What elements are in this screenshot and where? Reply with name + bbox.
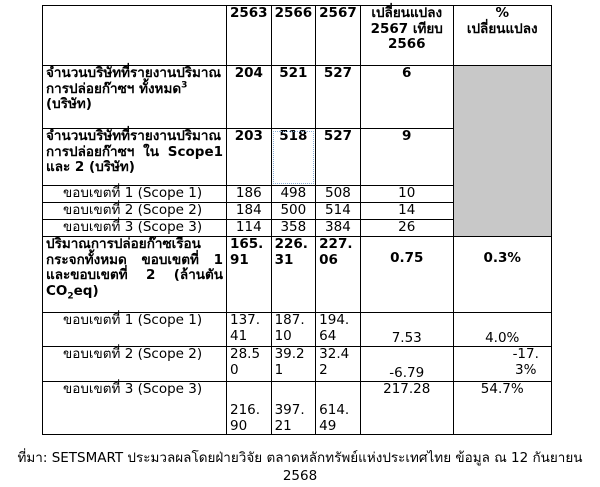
header-pct-symbol: % — [495, 5, 509, 21]
header-pct — [453, 6, 551, 66]
footnote-marker: 3 — [181, 80, 188, 90]
row-label: ขอบเขตที่ 3 (Scope 3) — [43, 382, 227, 435]
cell-2563: 28.50 — [227, 347, 272, 382]
row-label-text: จำนวนบริษัทที่รายงานปริมาณการปล่อยก๊าซฯ ทั้งหมด — [46, 65, 222, 97]
ghg-table — [42, 5, 552, 435]
row-label-text: ปริมาณการปล่อยก๊าซเรือนกระจกทั้งหมด ขอบเขตที่ 1 และขอบเขตที่ 2 (ล้านตัน CO — [46, 236, 223, 299]
cell-2566: 226.31 — [271, 237, 316, 313]
cell-change: 0.75 — [360, 237, 453, 313]
row-label: ขอบเขตที่ 2 (Scope 2) — [43, 347, 227, 382]
header-2566: 2566 — [271, 6, 316, 66]
cell-2563: 216.90 — [227, 382, 272, 435]
cell-2563: 204 — [227, 66, 272, 129]
cell-2563: 114 — [227, 220, 272, 237]
cell-2566: 39.21 — [271, 347, 316, 382]
header-pct-label: เปลี่ยนแปลง — [466, 20, 538, 37]
cell-2567: 508 — [316, 186, 361, 203]
cell-2566: 521 — [271, 66, 316, 129]
cell-2563: 184 — [227, 203, 272, 220]
row-label-unit: (บริษัท) — [46, 96, 92, 112]
cell-2563: 186 — [227, 186, 272, 203]
cell-pct-gray — [453, 66, 551, 237]
cell-change: 217.28 — [360, 382, 453, 435]
header-2563: 2563 — [227, 6, 272, 66]
cell-2566: 358 — [271, 220, 316, 237]
cell-2567: 194.64 — [316, 313, 361, 347]
row-label: ขอบเขตที่ 1 (Scope 1) — [43, 186, 227, 203]
cell-2563: 203 — [227, 129, 272, 186]
cell-change: 7.53 — [360, 313, 453, 347]
cell-2567: 527 — [316, 66, 361, 129]
cell-2566: 397.21 — [271, 382, 316, 435]
header-row — [43, 6, 552, 66]
source-footnote: ที่มา: SETSMART ประมวลผลโดยฝ่ายวิจัย ตลาดหลักทรัพย์แห่งประเทศไทย ข้อมูล ณ 12 กันยายน 2568 — [17, 450, 583, 484]
header-2567: 2567 — [316, 6, 361, 66]
row-label: ขอบเขตที่ 3 (Scope 3) — [43, 220, 227, 237]
cell-change: 9 — [360, 129, 453, 186]
row-label: จำนวนบริษัทที่รายงานปริมาณการปล่อยก๊าซฯ ใน Scope1 และ 2 (บริษัท) — [43, 129, 227, 186]
header-blank — [43, 6, 227, 66]
cell-change: -6.79 — [360, 347, 453, 382]
row-label — [43, 66, 227, 129]
cell-change: 6 — [360, 66, 453, 129]
cell-pct: 54.7% — [453, 382, 551, 435]
cell-pct: 0.3% — [453, 237, 551, 313]
cell-2566: 498 — [271, 186, 316, 203]
row-label — [43, 237, 227, 313]
table-row — [43, 382, 552, 435]
cell-2567: 514 — [316, 203, 361, 220]
cell-change: 14 — [360, 203, 453, 220]
cell-pct: -17.3% — [453, 347, 551, 382]
cell-2563: 137.41 — [227, 313, 272, 347]
table-row — [43, 313, 552, 347]
cell-pct: 4.0% — [453, 313, 551, 347]
table-row — [43, 237, 552, 313]
header-change: เปลี่ยนแปลง 2567 เทียบ 2566 — [360, 6, 453, 66]
table-row — [43, 66, 552, 129]
cell-2567: 527 — [316, 129, 361, 186]
cell-2566: 500 — [271, 203, 316, 220]
cell-2567: 227.06 — [316, 237, 361, 313]
cell-2567: 614.49 — [316, 382, 361, 435]
cell-change: 26 — [360, 220, 453, 237]
subscript-2: 2 — [67, 291, 74, 302]
cell-2566: 518 — [271, 129, 316, 186]
cell-2566: 187.10 — [271, 313, 316, 347]
cell-2567: 32.42 — [316, 347, 361, 382]
cell-change: 10 — [360, 186, 453, 203]
row-label: ขอบเขตที่ 1 (Scope 1) — [43, 313, 227, 347]
cell-2563: 165.91 — [227, 237, 272, 313]
table-row — [43, 347, 552, 382]
row-label-tail: eq) — [73, 282, 99, 299]
cell-2567: 384 — [316, 220, 361, 237]
row-label: ขอบเขตที่ 2 (Scope 2) — [43, 203, 227, 220]
